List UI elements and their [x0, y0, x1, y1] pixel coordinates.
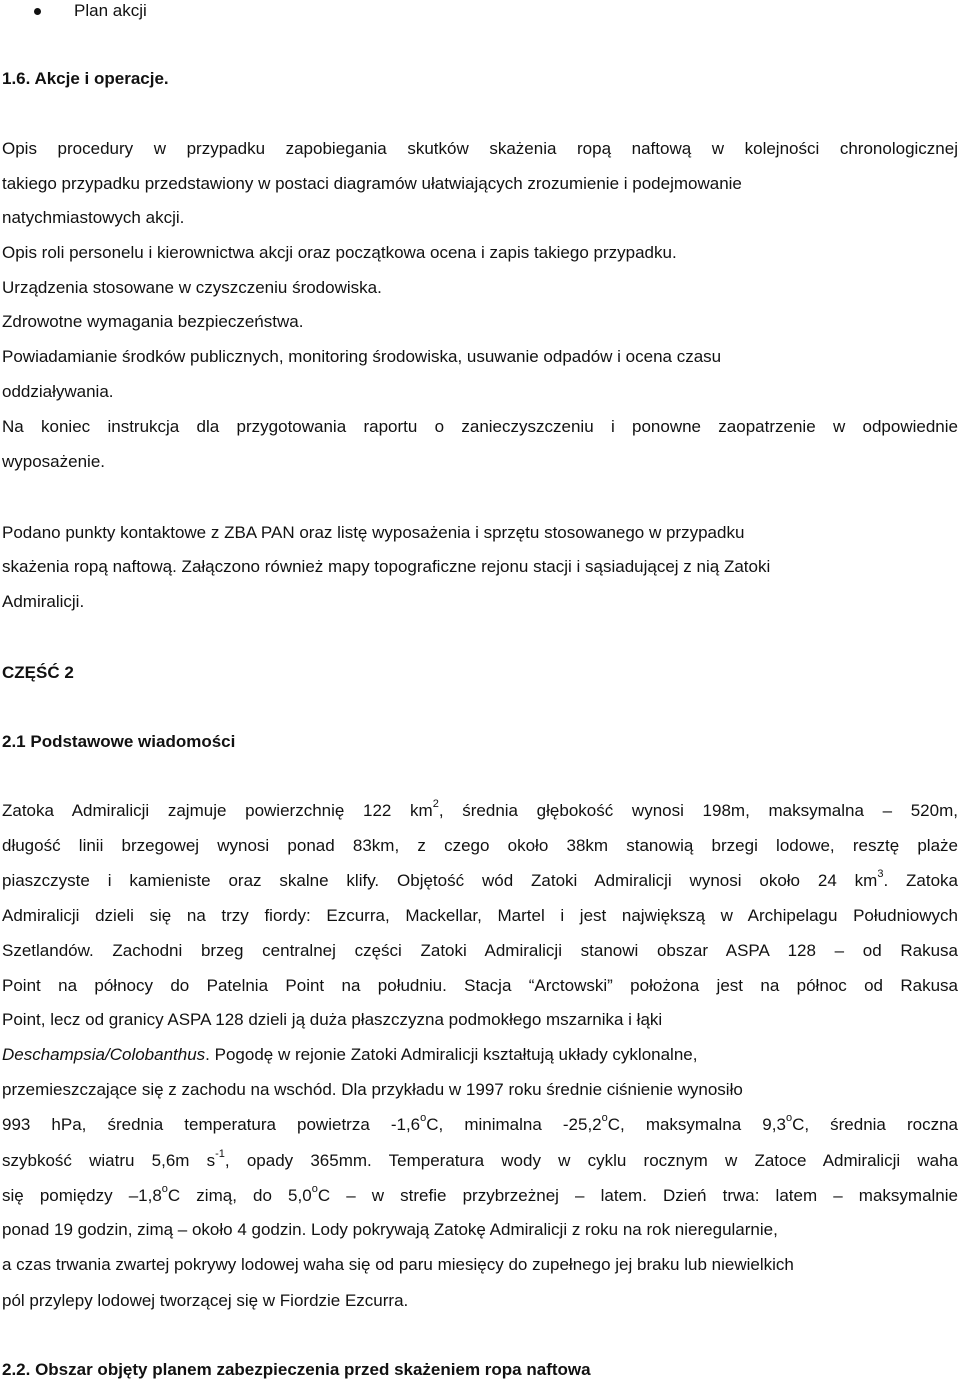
paragraph-line: piaszczyste i kamieniste oraz skalne klify. Objętość wód Zatoki Admiralicji wynosi około 24 $km^3$. Zatoka — [2, 868, 958, 890]
part-heading: CZĘŚĆ 2 — [2, 663, 74, 682]
section-heading-2-1: 2.1 Podstawowe wiadomości — [2, 732, 236, 751]
paragraph-line: Na koniec instrukcja dla przygotowania raportu o zanieczyszczeniu i ponowne zaopatrzenie w odpowiednie — [2, 417, 958, 436]
paragraph-line: 993 hPa, średnia temperatura powietrza -1,6$^o$C, minimalna -25,2$^o$C, maksymalna 9,3$^o$C, średnia roczna — [2, 1112, 958, 1134]
paragraph-line: Opis procedury w przypadku zapobiegania skutków skażenia ropą naftową w kolejności chronologicznej — [2, 139, 958, 158]
bullet-item: Plan akcji — [74, 1, 147, 20]
paragraph-line: a czas trwania zwartej pokrywy lodowej waha się od paru miesięcy do zupełnego jej braku lub niewielkich — [2, 1255, 794, 1274]
paragraph-line: przemieszczające się z zachodu na wschód. Dla przykładu w 1997 roku średnie ciśnienie wynosiło — [2, 1080, 743, 1099]
paragraph-line: Podano punkty kontaktowe z ZBA PAN oraz listę wyposażenia i sprzętu stosowanego w przypadku — [2, 523, 745, 542]
paragraph-line: Point, lecz od granicy ASPA 128 dzieli ją duża płaszczyzna podmokłego mszarnika i łąki — [2, 1010, 663, 1029]
paragraph-line: długość linii brzegowej wynosi ponad 83km, z czego około 38km stanowią brzegi lodowe, resztę plaże — [2, 836, 958, 855]
paragraph-line: pól przylepy lodowej tworzącej się w Fiordzie Ezcurra. — [2, 1291, 409, 1310]
paragraph-line: Admiralicji dzieli się na trzy fiordy: Ezcurra, Mackellar, Martel i jest największą w Archipelagu Południowych — [2, 906, 958, 925]
paragraph-line: Opis roli personelu i kierownictwa akcji oraz początkowa ocena i zapis takiego przypadku. — [2, 243, 677, 262]
section-heading-1-6: 1.6. Akcje i operacje. — [2, 69, 169, 88]
paragraph-line: skażenia ropą naftową. Załączono również mapy topograficzne rejonu stacji i sąsiadującej z nią Zatoki — [2, 557, 771, 576]
paragraph-line: szybkość wiatru 5,6m $s^{-1}$, opady 365mm. Temperatura wody w cyklu rocznym w Zatoce Admiralicji waha — [2, 1148, 958, 1170]
paragraph-line: Deschampsia/Colobanthus. Pogodę w rejonie Zatoki Admiralicji kształtują układy cyklonalne, — [2, 1045, 698, 1064]
section-heading-2-2: 2.2. Obszar objęty planem zabezpieczenia przed skażeniem ropa naftowa — [2, 1360, 591, 1379]
paragraph-line: ponad 19 godzin, zimą – około 4 godzin. Lody pokrywają Zatokę Admiralicji z roku na rok nieregularnie, — [2, 1220, 778, 1239]
paragraph-line: oddziaływania. — [2, 382, 114, 401]
paragraph-line: wyposażenie. — [2, 452, 106, 471]
paragraph-line: Admiralicji. — [2, 592, 85, 611]
paragraph-line: Point na północy do Patelnia Point na południu. Stacja “Arctowski” położona jest na północ od Rakusa — [2, 976, 958, 995]
paragraph-line: Szetlandów. Zachodni brzeg centralnej części Zatoki Admiralicji stanowi obszar ASPA 128 – od Rakusa — [2, 941, 958, 960]
paragraph-line: Zatoka Admiralicji zajmuje powierzchnię 122 $km^2$, średnia głębokość wynosi 198m, maksymalna – 520m, — [2, 798, 958, 820]
paragraph-line: takiego przypadku przedstawiony w postaci diagramów ułatwiających zrozumienie i podejmowanie — [2, 174, 742, 193]
paragraph-line: Urządzenia stosowane w czyszczeniu środowiska. — [2, 278, 382, 297]
bullet-icon — [34, 8, 41, 15]
paragraph-line: Powiadamianie środków publicznych, monitoring środowiska, usuwanie odpadów i ocena czasu — [2, 347, 722, 366]
paragraph-line: się pomiędzy –1,8$^o$C zimą, do 5,0$^o$C – w strefie przybrzeżnej – latem. Dzień trwa: latem – maksymalnie — [2, 1183, 958, 1205]
paragraph-line: Zdrowotne wymagania bezpieczeństwa. — [2, 312, 304, 331]
paragraph-line: natychmiastowych akcji. — [2, 208, 185, 227]
